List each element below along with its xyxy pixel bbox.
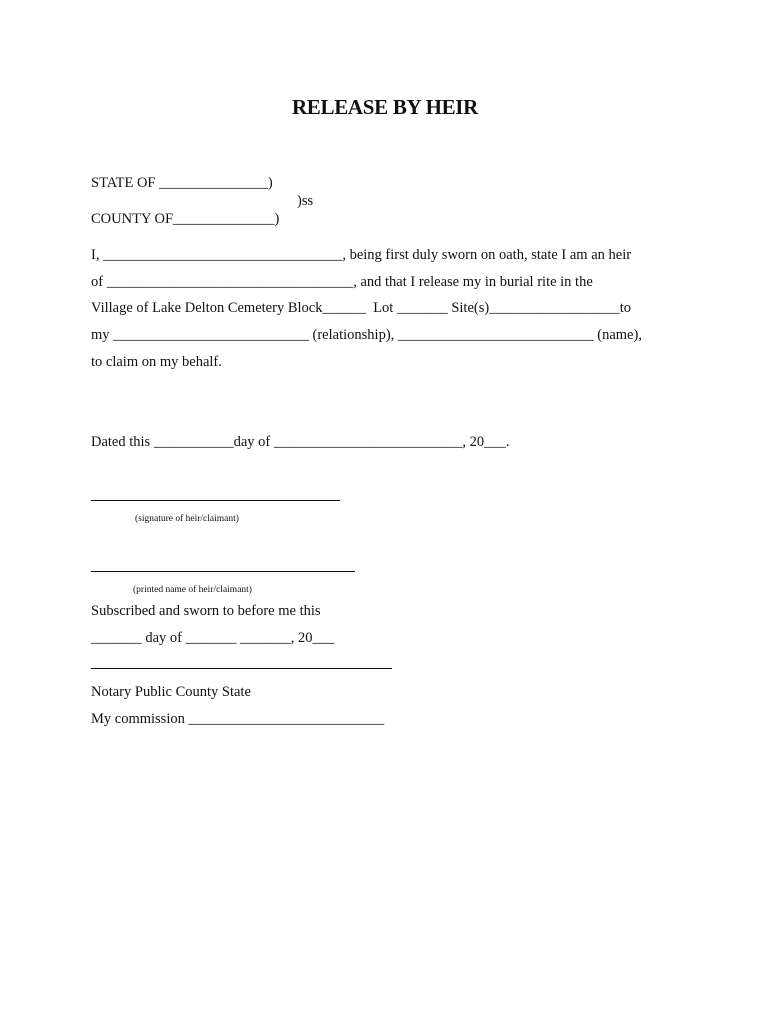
body-line-3: Village of Lake Delton Cemetery Block______ Lot _______ Site(s)__________________to <box>91 300 631 316</box>
notary-public-line: Notary Public County State <box>91 684 251 700</box>
body-line-2: of __________________________________, and that I release my in burial rite in the <box>91 274 593 290</box>
body-line-1: I, _________________________________, being first duly sworn on oath, state I am an heir <box>91 247 632 263</box>
county-line: COUNTY OF______________) <box>91 211 280 227</box>
body-line-5: to claim on my behalf. <box>91 354 222 370</box>
body-line-4: my ___________________________ (relationship), ___________________________ (name), <box>91 327 642 343</box>
signature-line <box>91 500 340 501</box>
document-title: RELEASE BY HEIR <box>291 95 479 119</box>
printed-name-line <box>91 571 355 572</box>
subscribed-line: Subscribed and sworn to before me this <box>91 603 321 619</box>
notary-day-line: _______ day of _______ _______, 20___ <box>91 630 335 646</box>
notary-signature-line <box>91 668 392 669</box>
dated-line: Dated this ___________day of __________________________, 20___. <box>91 434 510 450</box>
ss-line: )ss <box>297 193 314 209</box>
printed-name-caption: (printed name of heir/claimant) <box>133 585 252 595</box>
signature-caption: (signature of heir/claimant) <box>135 514 239 524</box>
commission-line: My commission ___________________________ <box>91 711 385 727</box>
state-line: STATE OF _______________) <box>91 175 273 191</box>
